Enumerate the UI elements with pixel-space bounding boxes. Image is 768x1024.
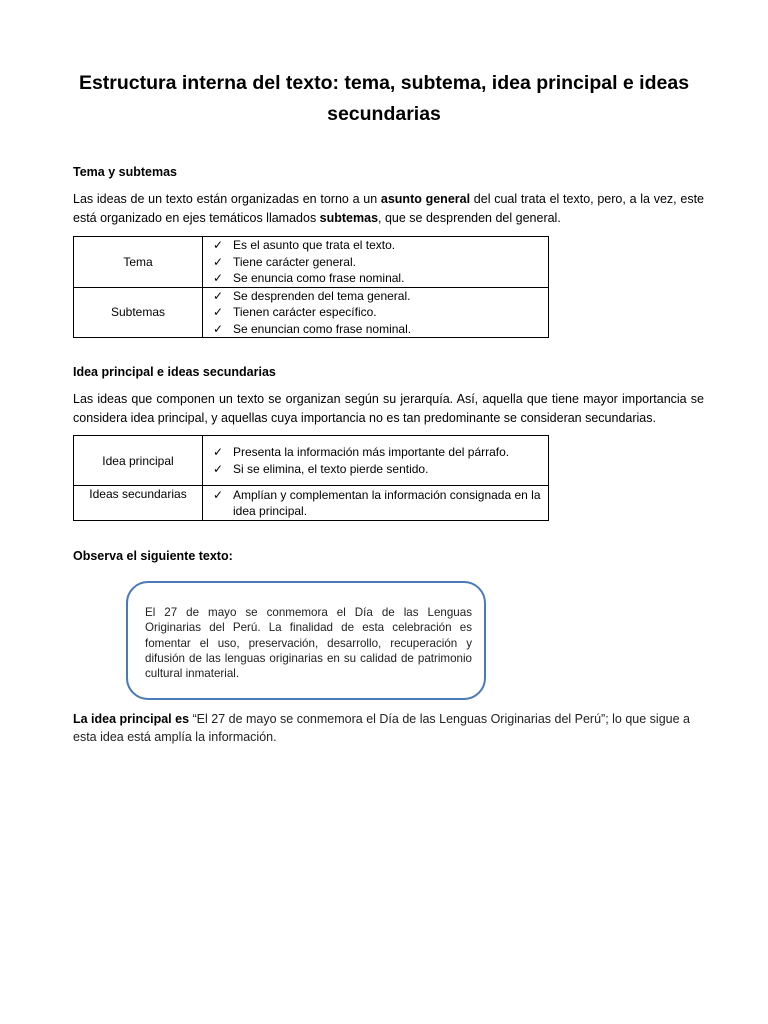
table-tema-subtemas xyxy=(73,236,549,338)
list-item xyxy=(213,270,544,287)
paragraph-tema-part3: , que se desprenden del general. xyxy=(378,210,561,225)
list-item xyxy=(213,444,544,461)
paragraph-idea: Las ideas que componen un texto se organizan según su jerarquía. Así, aquella que tiene mayor importancia se considera idea principal, y aquellas cuya importancia no es tan predominante se consideran secundarias. xyxy=(73,392,704,425)
list-item xyxy=(213,461,544,478)
quote-box xyxy=(126,581,486,700)
check-icon: ✓ xyxy=(213,271,224,285)
table-idea-principal xyxy=(73,435,549,521)
list-item-text: Presenta la información más importante del párrafo. xyxy=(233,445,510,459)
list-item-text: Se desprenden del tema general. xyxy=(233,288,411,303)
table-cell-label: Idea principal xyxy=(74,436,203,486)
conclusion-paragraph xyxy=(73,710,704,746)
paragraph-tema-bold2: subtemas xyxy=(319,210,379,225)
check-icon: ✓ xyxy=(213,321,224,336)
paragraph-tema-part1: Las ideas de un texto están organizadas en torno a un xyxy=(73,192,381,206)
list-item xyxy=(213,304,544,321)
section-heading-tema: Tema y subtemas xyxy=(73,165,177,179)
document-title: Estructura interna del texto: tema, subtema, idea principal e ideas secundarias xyxy=(78,72,690,125)
check-icon: ✓ xyxy=(213,461,224,476)
table-cell-items xyxy=(203,436,549,486)
table-cell-items xyxy=(203,486,549,521)
list-item-text: Se enuncia como frase nominal. xyxy=(233,271,405,285)
conclusion-lead: La idea principal es xyxy=(73,712,193,726)
list-item-text: Se enuncian como frase nominal. xyxy=(233,321,412,336)
table-row xyxy=(74,486,549,521)
table-cell-label: Subtemas xyxy=(74,287,203,338)
list-item xyxy=(213,321,544,338)
list-item xyxy=(213,288,544,305)
paragraph-tema-part2: del cual trata el texto, pero, a la vez, este está organizado en ejes temáticos llamados xyxy=(73,192,704,225)
check-icon: ✓ xyxy=(213,238,224,252)
conclusion-text: “El 27 de mayo se conmemora el Día de las Lenguas Originarias del Perú”; lo que sigue a esta idea está amplía la información. xyxy=(73,712,690,744)
list-item xyxy=(213,254,544,271)
check-icon: ✓ xyxy=(213,288,224,303)
list-item-text: Es el asunto que trata el texto. xyxy=(233,238,396,252)
list-item-text: Amplían y complementan la información consignada en la idea principal. xyxy=(233,487,541,518)
check-icon: ✓ xyxy=(213,305,224,319)
section-heading-observa: Observa el siguiente texto: xyxy=(73,549,233,563)
table-row xyxy=(74,237,549,288)
table-cell-items xyxy=(203,287,549,338)
table-row xyxy=(74,436,549,486)
list-item-text: Tiene carácter general. xyxy=(233,254,356,269)
check-icon: ✓ xyxy=(213,445,224,459)
table-cell-label: Ideas secundarias xyxy=(74,486,203,521)
paragraph-tema xyxy=(73,190,704,227)
list-item xyxy=(213,487,544,520)
quote-text: El 27 de mayo se conmemora el Día de las Lenguas Originarias del Perú. La finalidad de esta celebración es fomentar el uso, preservación, desarrollo, recuperación y difusión de las lenguas originarias en su calidad de patrimonio cultural inmaterial. xyxy=(145,606,472,681)
list-item xyxy=(213,237,544,254)
check-list xyxy=(203,487,548,520)
table-cell-label: Tema xyxy=(74,237,203,288)
check-list xyxy=(203,288,548,338)
section-heading-idea: Idea principal e ideas secundarias xyxy=(73,365,276,379)
check-list xyxy=(203,444,548,477)
list-item-text: Si se elimina, el texto pierde sentido. xyxy=(233,461,429,476)
check-list xyxy=(203,237,548,287)
table-cell-items xyxy=(203,237,549,288)
check-icon: ✓ xyxy=(213,254,224,269)
table-row xyxy=(74,287,549,338)
paragraph-tema-bold1: asunto general xyxy=(380,192,471,206)
check-icon: ✓ xyxy=(213,487,224,502)
list-item-text: Tienen carácter específico. xyxy=(233,305,377,319)
